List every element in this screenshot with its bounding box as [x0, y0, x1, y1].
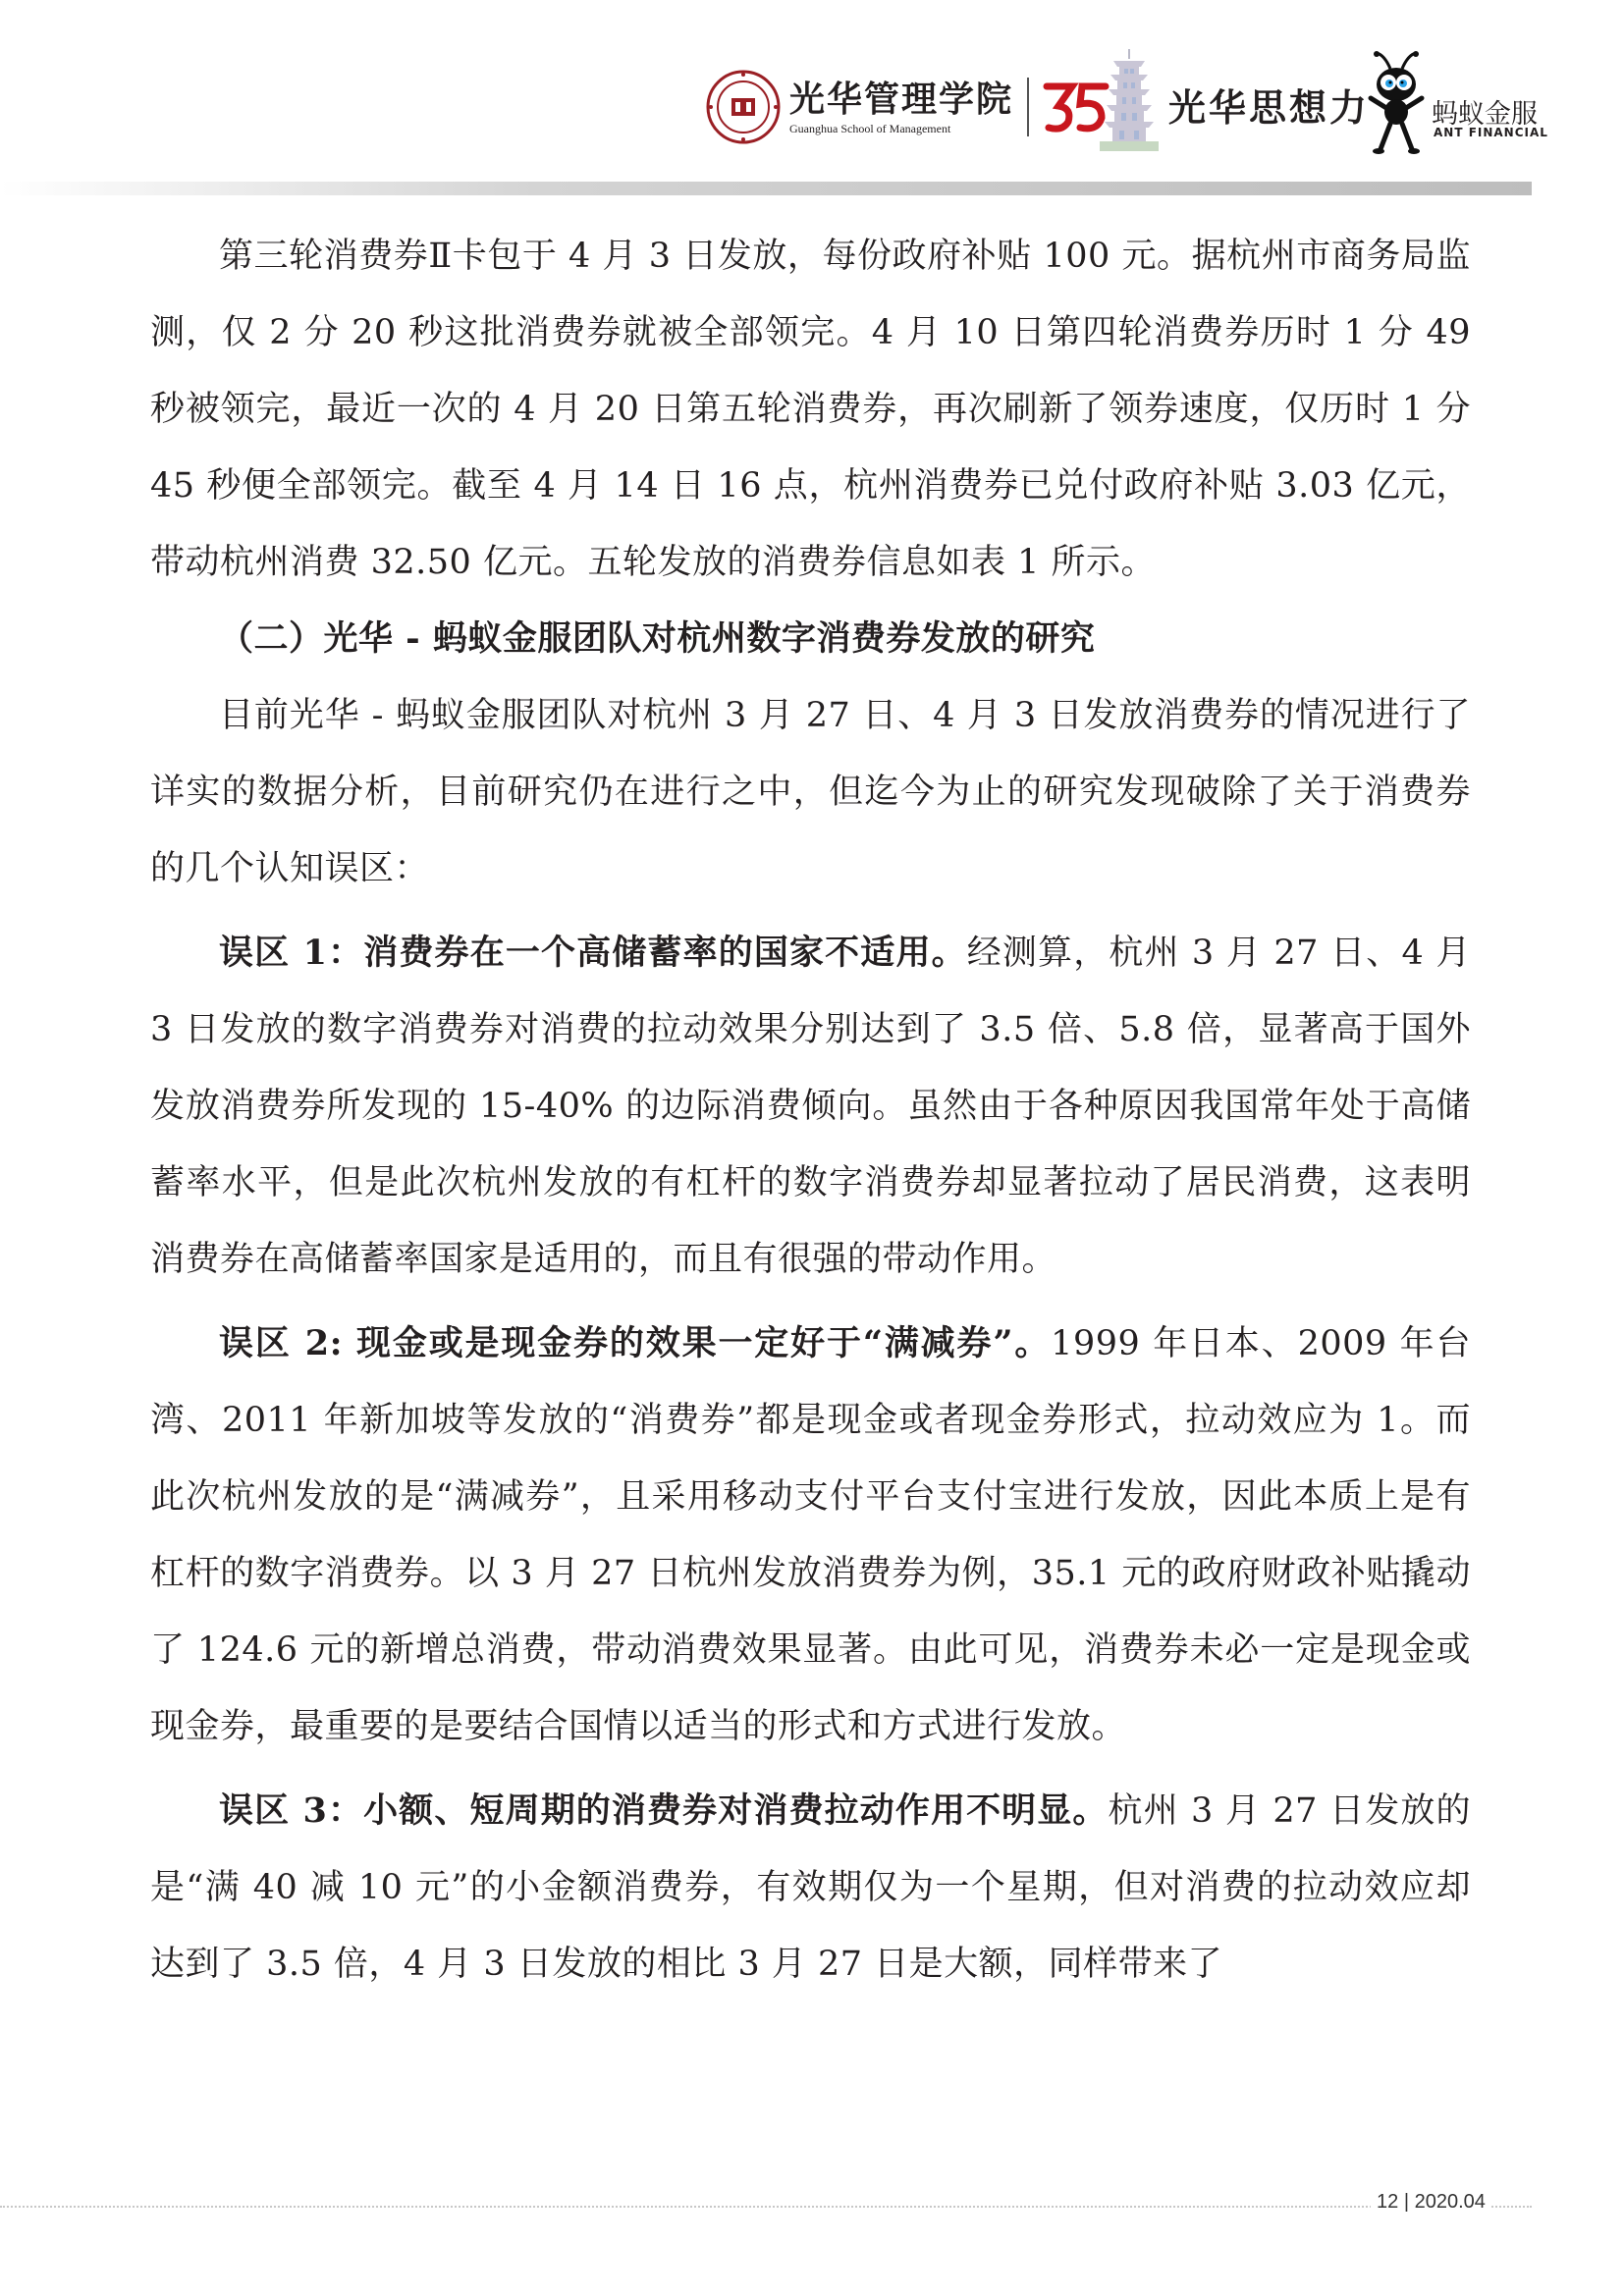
footer-separator: |	[1403, 2191, 1410, 2213]
section-heading-2: （二）光华 - 蚂蚁金服团队对杭州数字消费券发放的研究	[219, 618, 1096, 659]
misconception-1-body: 经测算，杭州 3 月 27 日、4 月 3 日发放的数字消费券对消费的拉动效果分别达到了 3.5 倍、5.8 倍，显著高于国外发放消费券所发现的 15-40% 的边际消费倾向。虽然由于各种原因我国常年处于高储蓄率水平，但是此次杭州发放的有杠杆的数字消费券却显著拉动了居民消费，这表明消费券在高储蓄率国家是适用的，而且有很强的带动作用。	[150, 934, 1471, 1279]
page-header	[0, 0, 1624, 187]
guanghua-logo	[705, 69, 1115, 145]
misconception-2-body: 1999 年日本、2009 年台湾、2011 年新加坡等发放的“消费券”都是现金或者现金券形式，拉动效应为 1。而此次杭州发放的是“满减券”，且采用移动支付平台支付宝进行发放，因此本质上是有杠杆的数字消费券。以 3 月 27 日杭州发放消费券为例，35.1 元的政府财政补贴撬动了 124.6 元的新增总消费，带动消费效果显著。由此可见，消费券未必一定是现金或现金券，最重要的是要结合国情以适当的形式和方式进行发放。	[150, 1324, 1471, 1746]
misconception-3-body: 杭州 3 月 27 日发放的是“满 40 减 10 元”的小金额消费券，有效期仅为一个星期，但对消费的拉动效应却达到了 3.5 倍，4 月 3 日发放的相比 3 月 27 日是大额，同样带来了	[150, 1791, 1471, 1984]
ant-mascot-icon	[1363, 51, 1432, 159]
misconception-1-lead: 误区 1：消费券在一个高储蓄率的国家不适用。	[219, 933, 967, 973]
guanghua-name-en: Guanghua School of Management	[789, 122, 951, 135]
paragraph-misconception-3	[150, 1773, 1471, 2002]
logo-divider	[1027, 78, 1029, 136]
ant-name-cn: 蚂蚁金服	[1432, 99, 1538, 130]
page-footer	[1371, 2191, 1491, 2214]
paragraph-consumption-voucher-rounds: 第三轮消费券Ⅱ卡包于 4 月 3 日发放，每份政府补贴 100 元。据杭州市商务局监测，仅 2 分 20 秒这批消费券就被全部领完。4 月 10 日第四轮消费券历时 1 分 49 秒被领完，最近一次的 4 月 20 日第五轮消费券，再次刷新了领券速度，仅历时 1 分 45 秒便全部领完。截至 4 月 14 日 16 点，杭州消费券已兑付政府补贴 3.03 亿元，带动杭州消费 32.50 亿元。五轮发放的消费券信息如表 1 所示。	[150, 237, 1471, 582]
guanghua-name-cn: 光华管理学院	[789, 79, 1014, 120]
paragraph-research-intro: 目前光华 - 蚂蚁金服团队对杭州 3 月 27 日、4 月 3 日发放消费券的情况进行了详实的数据分析，目前研究仍在进行之中，但迄今为止的研究发现破除了关于消费券的几个认知误区：	[150, 696, 1471, 888]
ant-name-en: ANT FINANCIAL	[1434, 126, 1548, 139]
article-body	[150, 218, 1471, 2002]
think-tank-name: 光华思想力	[1168, 85, 1371, 130]
think-tank-logo	[1098, 47, 1370, 155]
page-number: 12	[1377, 2191, 1399, 2213]
misconception-3-lead: 误区 3：小额、短周期的消费券对消费拉动作用不明显。	[219, 1790, 1109, 1831]
issue-date: 2020.04	[1414, 2191, 1486, 2213]
paragraph-misconception-1	[150, 915, 1471, 1298]
peking-university-seal-icon	[705, 69, 782, 145]
paragraph-misconception-2	[150, 1306, 1471, 1765]
ant-financial-logo	[1363, 51, 1549, 159]
misconception-2-lead: 误区 2: 现金或是现金券的效果一定好于“满减券”。	[219, 1323, 1052, 1363]
header-band	[0, 182, 1532, 195]
footer-rule	[0, 2206, 1532, 2208]
pagoda-icon	[1098, 47, 1161, 155]
